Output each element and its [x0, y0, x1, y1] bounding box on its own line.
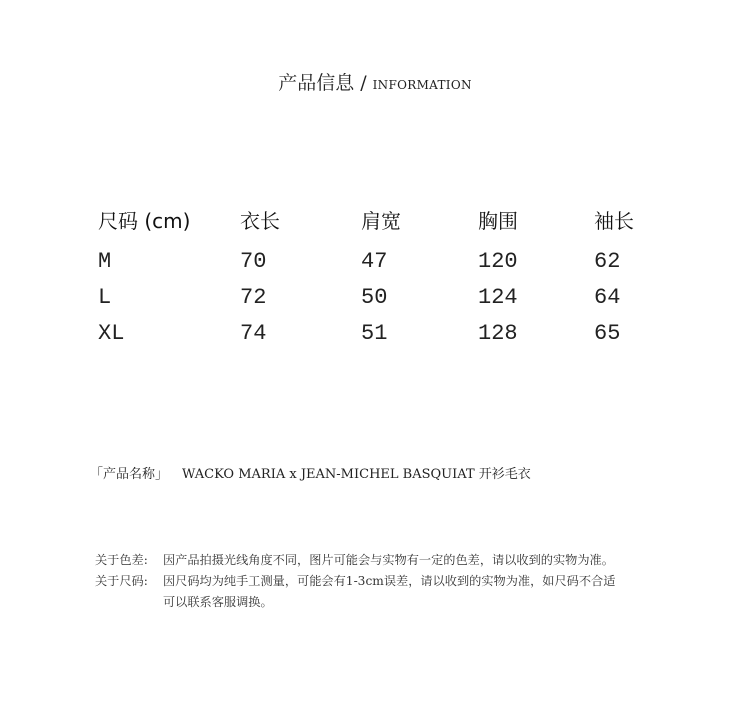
size-cell: M [98, 249, 112, 274]
size-cell: L [98, 285, 112, 310]
shoulder-cell: 50 [361, 285, 388, 310]
size-note-text-continued: 可以联系客服调换。 [163, 595, 273, 609]
table-row [88, 249, 688, 285]
header-size: 尺码 (cm) [98, 209, 191, 233]
table-row [88, 285, 688, 321]
color-note [95, 550, 615, 571]
sleeve-cell: 64 [594, 285, 621, 310]
header-separator: / [360, 72, 367, 94]
notes [95, 550, 615, 613]
product-name: WACKO MARIA x JEAN-MICHEL BASQUIAT 开衫毛衣 [182, 467, 531, 482]
chest-cell: 128 [478, 321, 518, 346]
note-indent [95, 592, 163, 613]
header-title-en: INFORMATION [372, 78, 472, 92]
size-note-continued [95, 592, 615, 613]
shoulder-cell: 47 [361, 249, 388, 274]
header-title-cn: 产品信息 [278, 72, 355, 94]
chest-cell: 120 [478, 249, 518, 274]
size-note [95, 571, 615, 592]
length-cell: 72 [240, 285, 267, 310]
color-note-text: 因产品拍摄光线角度不同，图片可能会与实物有一定的色差，请以收到的实物为准。 [163, 553, 614, 567]
length-cell: 74 [240, 321, 267, 346]
size-table [88, 205, 688, 357]
header-length: 衣长 [240, 209, 280, 233]
color-note-key: 关于色差: [95, 553, 148, 567]
table-row [88, 321, 688, 357]
sleeve-cell: 65 [594, 321, 621, 346]
size-table-header-row [88, 205, 688, 249]
header-chest: 胸围 [478, 209, 518, 233]
sleeve-cell: 62 [594, 249, 621, 274]
size-cell: XL [98, 321, 125, 346]
product-name-line [90, 463, 531, 482]
size-note-key: 关于尺码: [95, 574, 148, 588]
section-header [0, 68, 750, 95]
header-sleeve: 袖长 [594, 209, 634, 233]
shoulder-cell: 51 [361, 321, 388, 346]
product-name-label: 「产品名称」 [90, 467, 169, 482]
header-shoulder: 肩宽 [361, 209, 401, 233]
size-note-text: 因尺码均为纯手工测量，可能会有1-3cm误差，请以收到的实物为准，如尺码不合适 [163, 574, 616, 588]
chest-cell: 124 [478, 285, 518, 310]
length-cell: 70 [240, 249, 267, 274]
